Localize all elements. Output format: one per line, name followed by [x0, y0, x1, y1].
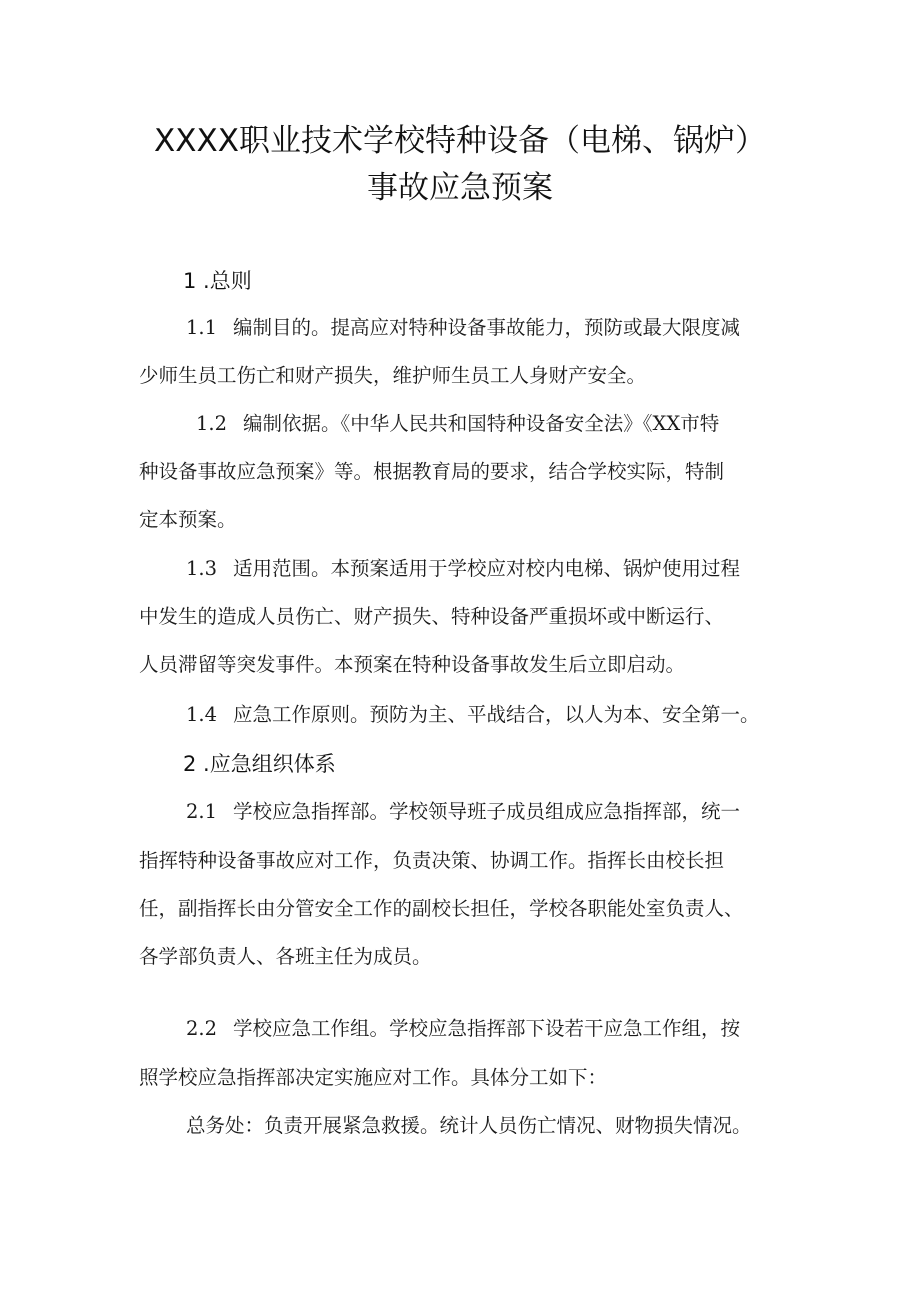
paragraph-1-2-line-3: 定本预案。	[139, 508, 237, 531]
clause-text: 适用范围。本预案适用于学校应对校内电梯、锅炉使用过程	[233, 557, 741, 580]
paragraph-2-2-line-1	[186, 1015, 740, 1043]
section-heading-general: 1 .总则	[183, 269, 252, 293]
clause-number: 2.1	[186, 800, 218, 823]
clause-text: 编制目的。提高应对特种设备事故能力，预防或最大限度减	[233, 316, 741, 339]
paragraph-2-2-line-2: 照学校应急指挥部决定实施应对工作。具体分工如下：	[139, 1066, 608, 1089]
paragraph-1-2-line-2: 种设备事故应急预案》等。根据教育局的要求，结合学校实际，特制	[139, 460, 725, 483]
clause-text: 编制依据。《中华人民共和国特种设备安全法》《XX市特	[243, 412, 720, 435]
paragraph-2-1-line-4: 各学部负责人、各班主任为成员。	[139, 945, 432, 968]
document-title-line-2: 事故应急预案	[367, 170, 553, 206]
paragraph-1-2-line-1	[196, 410, 719, 438]
clause-text: 应急工作原则。预防为主、平战结合，以人为本、安全第一。	[233, 703, 760, 726]
clause-number: 1.1	[186, 316, 218, 339]
clause-number: 1.2	[196, 412, 228, 435]
clause-number: 2.2	[186, 1017, 218, 1040]
paragraph-2-1-line-1	[186, 798, 740, 826]
clause-number: 1.4	[186, 703, 218, 726]
paragraph-1-3-line-2: 中发生的造成人员伤亡、财产损失、特种设备严重损坏或中断运行、	[139, 605, 725, 628]
document-title-line-1: XXXX职业技术学校特种设备（电梯、锅炉）	[154, 123, 766, 159]
paragraph-1-1-line-2: 少师生员工伤亡和财产损失，维护师生员工人身财产安全。	[139, 364, 647, 387]
paragraph-2-1-line-3: 任，副指挥长由分管安全工作的副校长担任，学校各职能处室负责人、	[139, 897, 744, 920]
paragraph-1-4-line-1	[186, 701, 760, 729]
clause-number: 1.3	[186, 557, 218, 580]
paragraph-1-3-line-3: 人员滞留等突发事件。本预案在特种设备事故发生后立即启动。	[139, 653, 686, 676]
paragraph-general-affairs-line-1: 总务处：负责开展紧急救援。统计人员伤亡情况、财物损失情况。	[186, 1114, 752, 1137]
paragraph-1-3-line-1	[186, 555, 740, 583]
paragraph-2-1-line-2: 指挥特种设备事故应对工作，负责决策、协调工作。指挥长由校长担	[139, 849, 725, 872]
section-heading-emergency-organization: 2 .应急组织体系	[183, 752, 336, 776]
clause-text: 学校应急指挥部。学校领导班子成员组成应急指挥部，统一	[233, 800, 741, 823]
clause-text: 学校应急工作组。学校应急指挥部下设若干应急工作组，按	[233, 1017, 741, 1040]
paragraph-1-1-line-1	[186, 314, 740, 342]
